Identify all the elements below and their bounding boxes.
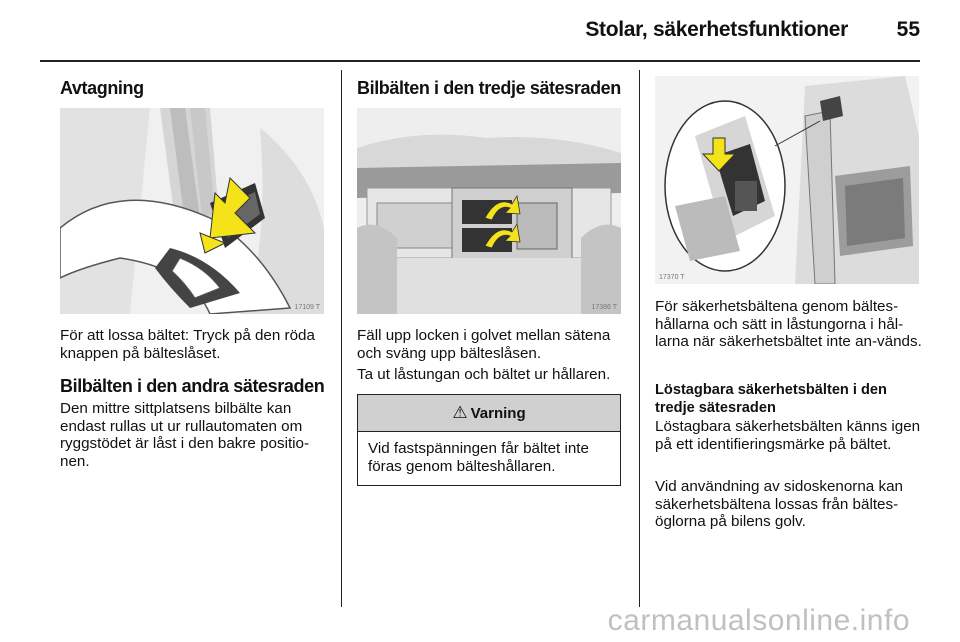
warning-triangle-icon: ⚠	[452, 403, 468, 422]
section-heading-second-row: Bilbälten i den andra sätesraden	[60, 376, 325, 396]
figure-code: 17109 T	[294, 304, 320, 311]
figure-code: 17370 T	[659, 274, 685, 281]
figure-floor-buckles	[357, 108, 621, 314]
paragraph-side-rails: Vid användning av sidoskenorna kan säkerhetsbältena lossas från bältes-öglorna på bilens golv.	[655, 478, 903, 530]
paragraph-belt-holders: För säkerhetsbältena genom bältes-hållarna och sätt in låstungorna i hål-larna när säkerhetsbältet inte an-vänds.	[655, 298, 922, 350]
column-divider-1	[341, 70, 342, 607]
subheading-removable-belts: Löstagbara säkerhetsbälten i den tredje sätesraden	[655, 382, 887, 416]
figure-belt-holder	[655, 76, 919, 284]
paragraph-release-belt: För att lossa bältet: Tryck på den röda knappen på bälteslåset.	[60, 327, 315, 362]
figure-code: 17386 T	[591, 304, 617, 311]
section-heading-third-row: Bilbälten i den tredje sätesraden	[357, 78, 621, 98]
column-divider-2	[639, 70, 640, 607]
section-heading-avtagning: Avtagning	[60, 78, 144, 98]
watermark: carmanualsonline.info	[607, 604, 910, 637]
paragraph-removable-belts: Löstagbara säkerhetsbälten känns igen på ett identifieringsmärke på bältet.	[655, 418, 921, 453]
warning-title: Varning	[470, 404, 526, 422]
paragraph-second-row: Den mittre sittplatsens bilbälte kan endast rullas ut ur rullautomaten om ryggstödet är låst i den bakre positio-nen.	[60, 400, 310, 470]
figure-belt-buckle-release	[60, 108, 324, 314]
belt-holder-illustration	[655, 76, 919, 284]
paragraph-open-covers: Fäll upp locken i golvet mellan sätena och sväng upp bälteslåsen.	[357, 327, 611, 362]
warning-box	[357, 394, 621, 486]
page-number: 55	[896, 18, 920, 41]
header-divider	[40, 60, 920, 62]
floor-buckles-illustration	[357, 108, 621, 314]
belt-buckle-illustration	[60, 108, 324, 314]
warning-header	[358, 395, 620, 432]
paragraph-take-out-tongue: Ta ut låstungan och bältet ur hållaren.	[357, 366, 611, 383]
warning-text: Vid fastspänningen får bältet inte föras genom bälteshållaren.	[368, 440, 589, 475]
page-title: Stolar, säkerhetsfunktioner	[585, 18, 848, 41]
